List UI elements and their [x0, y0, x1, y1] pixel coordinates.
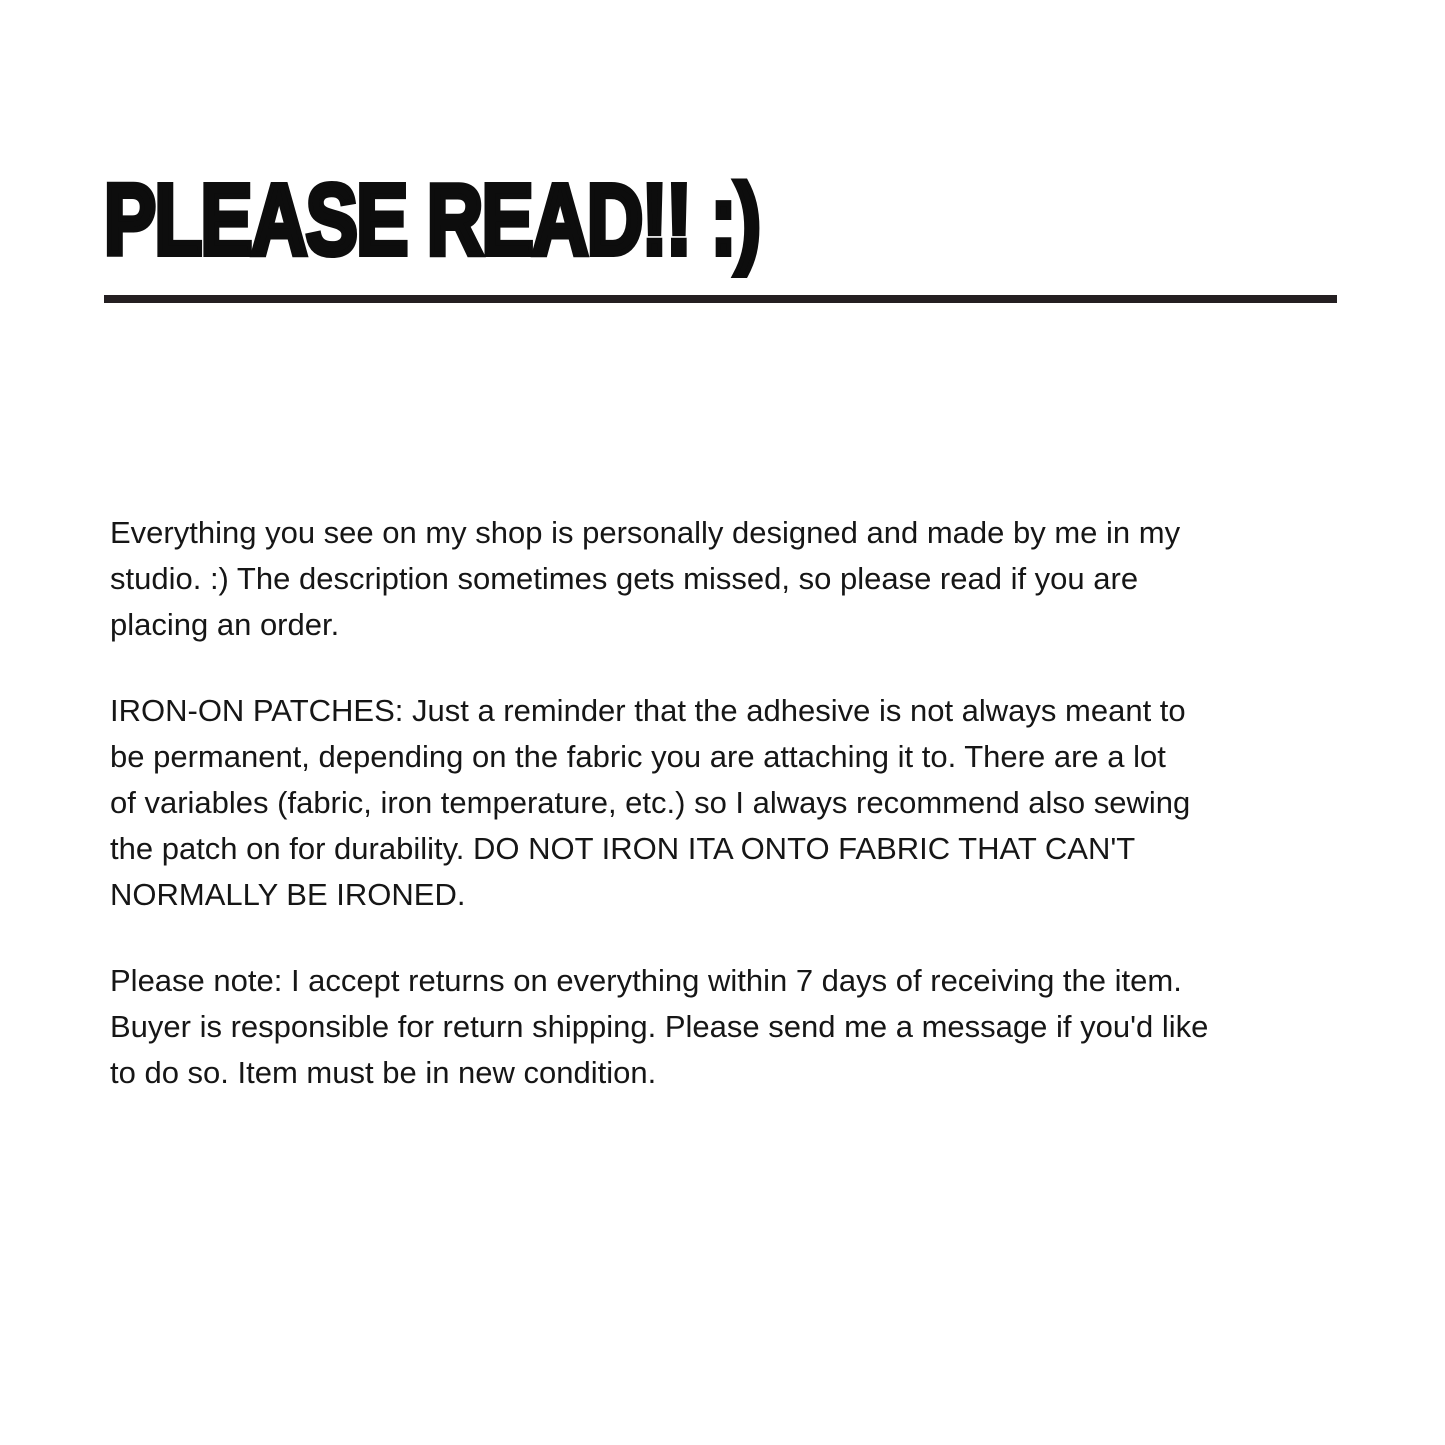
text-line: be permanent, depending on the fabric you are attaching it to. There are a lot	[110, 739, 1166, 774]
text-line: the patch on for durability. DO NOT IRON ITA ONTO FABRIC THAT CAN'T	[110, 831, 1136, 866]
text-line: of variables (fabric, iron temperature, etc.) so I always recommend also sewing	[110, 785, 1191, 820]
text-line: Please note: I accept returns on everything within 7 days of receiving the item.	[110, 963, 1182, 998]
text-line: Buyer is responsible for return shipping. Please send me a message if you'd like	[110, 1009, 1209, 1044]
text-line: placing an order.	[110, 607, 340, 642]
text-line: Everything you see on my shop is personally designed and made by me in my	[110, 515, 1181, 550]
divider-rule	[104, 295, 1337, 303]
paragraph-returns	[110, 958, 1370, 1096]
text-line: to do so. Item must be in new condition.	[110, 1055, 657, 1090]
text-line: NORMALLY BE IRONED.	[110, 877, 466, 912]
page-title: PLEASE READ!! :)	[104, 164, 760, 276]
body-text	[110, 510, 1370, 1136]
paragraph-iron-on-patches	[110, 688, 1370, 918]
text-line: IRON-ON PATCHES: Just a reminder that the adhesive is not always meant to	[110, 693, 1186, 728]
paragraph-intro	[110, 510, 1370, 648]
text-line: studio. :) The description sometimes gets missed, so please read if you are	[110, 561, 1139, 596]
